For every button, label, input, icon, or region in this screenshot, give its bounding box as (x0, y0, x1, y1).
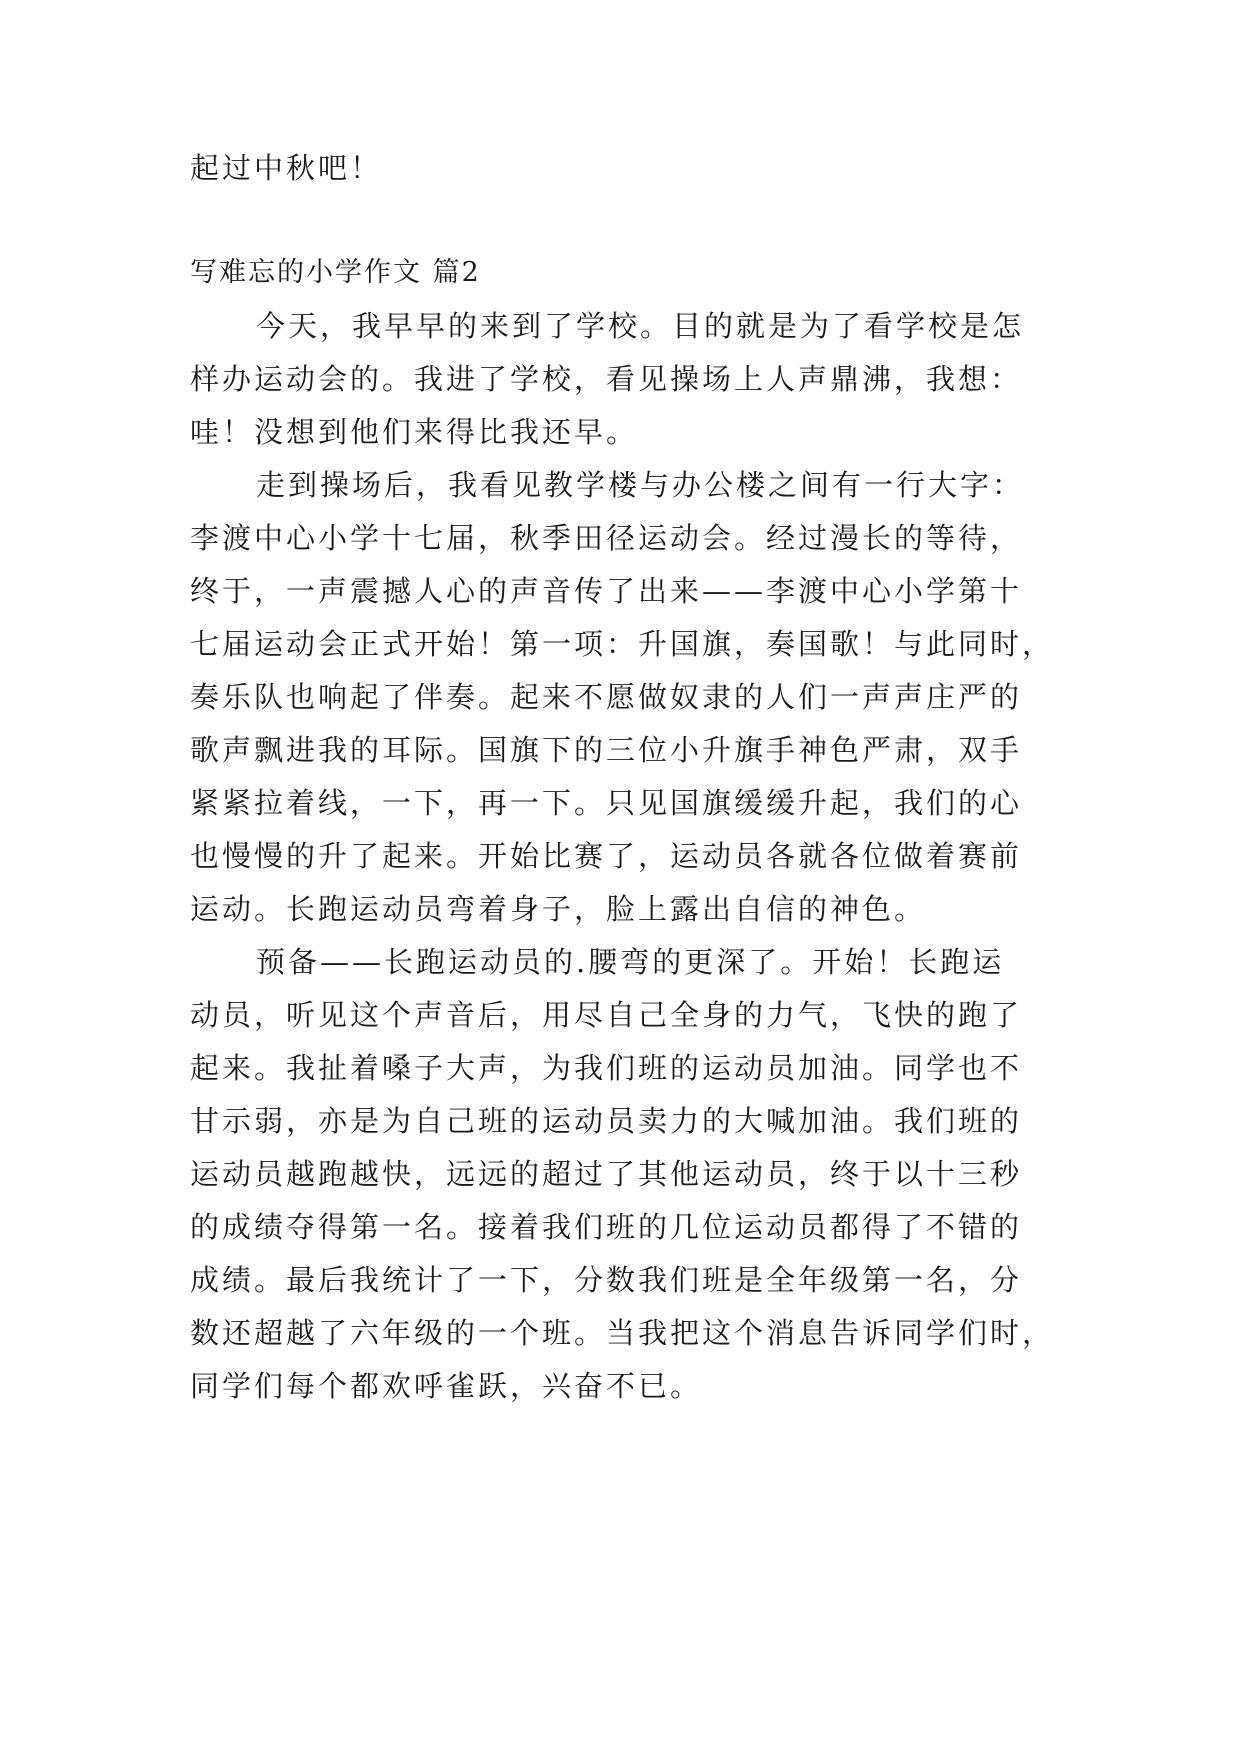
paragraph-3-line-8: 数还超越了六年级的一个班。当我把这个消息告诉同学们时， (190, 1316, 1055, 1350)
paragraph-2-line-4: 七届运动会正式开始！第一项：升国旗，奏国歌！与此同时， (190, 627, 1055, 661)
paragraph-2-line-2: 李渡中心小学十七届，秋季田径运动会。经过漫长的等待， (190, 521, 1023, 555)
paragraph-3-line-6: 的成绩夺得第一名。接着我们班的几位运动员都得了不错的 (190, 1210, 1023, 1244)
paragraph-3-line-4: 甘示弱，亦是为自己班的运动员卖力的大喊加油。我们班的 (190, 1104, 1023, 1138)
paragraph-2-line-6: 歌声飘进我的耳际。国旗下的三位小升旗手神色严肃，双手 (190, 733, 1023, 767)
paragraph-3-line-2: 动员，听见这个声音后，用尽自己全身的力气，飞快的跑了 (190, 998, 1023, 1032)
paragraph-3-line-3: 起来。我扯着嗓子大声，为我们班的运动员加油。同学也不 (190, 1051, 1023, 1085)
paragraph-2-line-5: 奏乐队也响起了伴奏。起来不愿做奴隶的人们一声声庄严的 (190, 680, 1023, 714)
paragraph-1-line-3: 哇！没想到他们来得比我还早。 (190, 415, 639, 449)
paragraph-2-line-8: 也慢慢的升了起来。开始比赛了，运动员各就各位做着赛前 (190, 839, 1023, 873)
paragraph-3-line-5: 运动员越跑越快，远远的超过了其他运动员，终于以十三秒 (190, 1157, 1023, 1191)
paragraph-2-line-3: 终于，一声震撼人心的声音传了出来——李渡中心小学第十 (190, 574, 1023, 608)
paragraph-1-line-1: 今天，我早早的来到了学校。目的就是为了看学校是怎 (256, 309, 1025, 343)
paragraph-3-line-7: 成绩。最后我统计了一下，分数我们班是全年级第一名，分 (190, 1263, 1023, 1297)
paragraph-2-line-9: 运动。长跑运动员弯着身子，脸上露出自信的神色。 (190, 892, 927, 926)
paragraph-2-line-1: 走到操场后，我看见教学楼与办公楼之间有一行大字： (256, 468, 1025, 502)
paragraph-2-line-7: 紧紧拉着线，一下，再一下。只见国旗缓缓升起，我们的心 (190, 786, 1023, 820)
paragraph-1-line-2: 样办运动会的。我进了学校，看见操场上人声鼎沸，我想： (190, 362, 1023, 396)
document-page (190, 0, 1055, 1754)
continuation-line: 起过中秋吧！ (190, 151, 383, 185)
essay-heading: 写难忘的小学作文 篇2 (190, 257, 481, 288)
paragraph-3-line-9: 同学们每个都欢呼雀跃，兴奋不已。 (190, 1369, 703, 1403)
paragraph-3-line-1: 预备——长跑运动员的.腰弯的更深了。开始！长跑运 (256, 945, 1005, 979)
